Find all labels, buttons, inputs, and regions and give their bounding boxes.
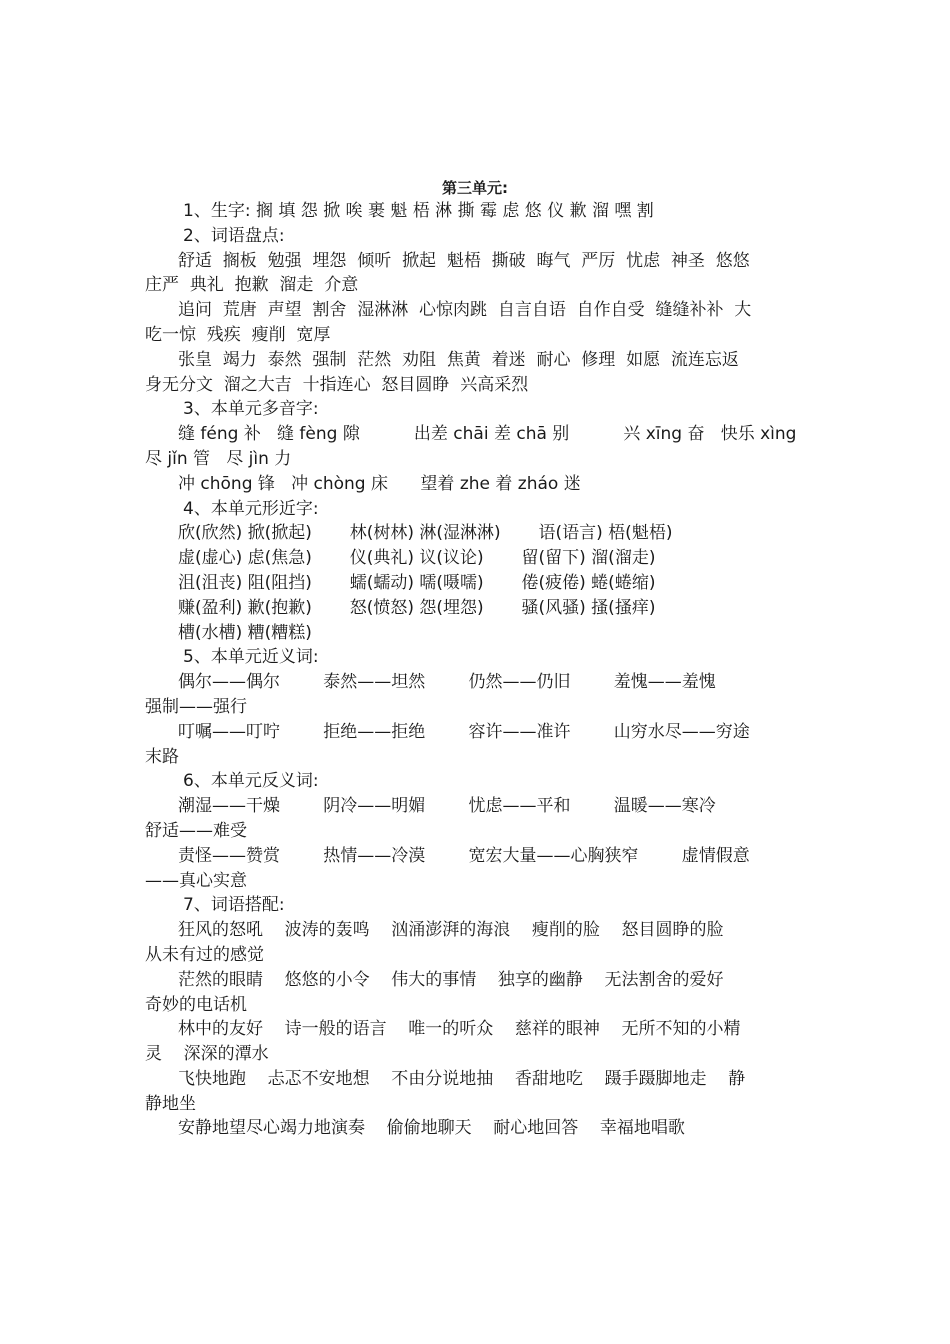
text-line: 吃一惊 残疾 瘦削 宽厚 bbox=[145, 324, 331, 345]
section-heading: 7、词语搭配: bbox=[183, 895, 285, 916]
section-heading: 3、本单元多音字: bbox=[183, 399, 319, 420]
section-heading: 4、本单元形近字: bbox=[183, 498, 319, 519]
text-line: 赚(盈利) 歉(抱歉) 怒(愤怒) 怨(埋怨) 骚(风骚) 搔(搔痒) bbox=[178, 597, 656, 618]
text-line: 沮(沮丧) 阻(阻挡) 蠕(蠕动) 嚅(嗫嚅) 倦(疲倦) 蜷(蜷缩) bbox=[178, 572, 656, 593]
text-line: 追问 荒唐 声望 割舍 湿淋淋 心惊肉跳 自言自语 自作自受 缝缝补补 大 bbox=[178, 300, 752, 321]
text-line: 灵 深深的潭水 bbox=[145, 1044, 269, 1065]
text-line: ——真心实意 bbox=[145, 870, 247, 891]
text-line: 欣(欣然) 掀(掀起) 林(树林) 淋(湿淋淋) 语(语言) 梧(魁梧) bbox=[178, 523, 673, 544]
text-line: 奇妙的电话机 bbox=[145, 994, 247, 1015]
text-line: 舒适——难受 bbox=[145, 820, 247, 841]
text-line: 舒适 搁板 勉强 埋怨 倾听 掀起 魁梧 撕破 晦气 严厉 忧虑 神圣 悠悠 bbox=[178, 250, 750, 271]
text-line: 身无分文 溜之大吉 十指连心 怒目圆睁 兴高采烈 bbox=[145, 374, 529, 395]
text-line: 缝 féng 补 缝 fèng 隙 出差 chāi 差 chā 别 兴 xīng 奋 快乐 xìng bbox=[178, 424, 797, 445]
text-line: 狂风的怒吼 波涛的轰鸣 汹涌澎湃的海浪 瘦削的脸 怒目圆睁的脸 bbox=[178, 920, 724, 941]
text-line: 末路 bbox=[145, 746, 179, 767]
unit-title: 第三单元: bbox=[442, 179, 508, 197]
text-line: 从未有过的感觉 bbox=[145, 944, 264, 965]
text-line: 叮嘱——叮咛 拒绝——拒绝 容许——准许 山穷水尽——穷途 bbox=[178, 721, 750, 742]
text-line: 尽 jǐn 管 尽 jìn 力 bbox=[145, 448, 292, 469]
text-line: 1、生字: 搁 填 怨 掀 唉 裹 魁 梧 淋 撕 霉 虑 悠 仪 歉 溜 嘿 割 bbox=[183, 201, 654, 221]
text-line: 强制——强行 bbox=[145, 696, 247, 717]
text-line: 安静地望尽心竭力地演奏 偷偷地聊天 耐心地回答 幸福地唱歌 bbox=[178, 1118, 685, 1139]
text-line: 虚(虚心) 虑(焦急) 仪(典礼) 议(议论) 留(留下) 溜(溜走) bbox=[178, 548, 656, 569]
text-line: 庄严 典礼 抱歉 溜走 介意 bbox=[145, 275, 359, 296]
section-heading: 2、词语盘点: bbox=[183, 225, 285, 246]
text-line: 槽(水槽) 糟(糟糕) bbox=[178, 622, 312, 643]
text-line: 飞快地跑 忐忑不安地想 不由分说地抽 香甜地吃 蹑手蹑脚地走 静 bbox=[178, 1068, 746, 1089]
text-line: 潮湿——干燥 阴冷——明媚 忧虑——平和 温暖——寒冷 bbox=[178, 796, 716, 817]
document-body bbox=[145, 199, 805, 1141]
text-line: 林中的友好 诗一般的语言 唯一的听众 慈祥的眼神 无所不知的小精 bbox=[178, 1019, 741, 1040]
text-line: 责怪——赞赏 热情——冷漠 宽宏大量——心胸狭窄 虚情假意 bbox=[178, 845, 750, 866]
text-line: 冲 chōng 锋 冲 chòng 床 望着 zhe 着 zháo 迷 bbox=[178, 473, 581, 494]
text-line: 茫然的眼睛 悠悠的小令 伟大的事情 独享的幽静 无法割舍的爱好 bbox=[178, 969, 724, 990]
text-line: 偶尔——偶尔 泰然——坦然 仍然——仍旧 羞愧——羞愧 bbox=[178, 672, 716, 693]
section-heading: 5、本单元近义词: bbox=[183, 647, 319, 668]
section-heading: 6、本单元反义词: bbox=[183, 771, 319, 792]
text-line: 静地坐 bbox=[145, 1093, 196, 1114]
text-line: 张皇 竭力 泰然 强制 茫然 劝阻 焦黄 着迷 耐心 修理 如愿 流连忘返 bbox=[178, 349, 739, 370]
